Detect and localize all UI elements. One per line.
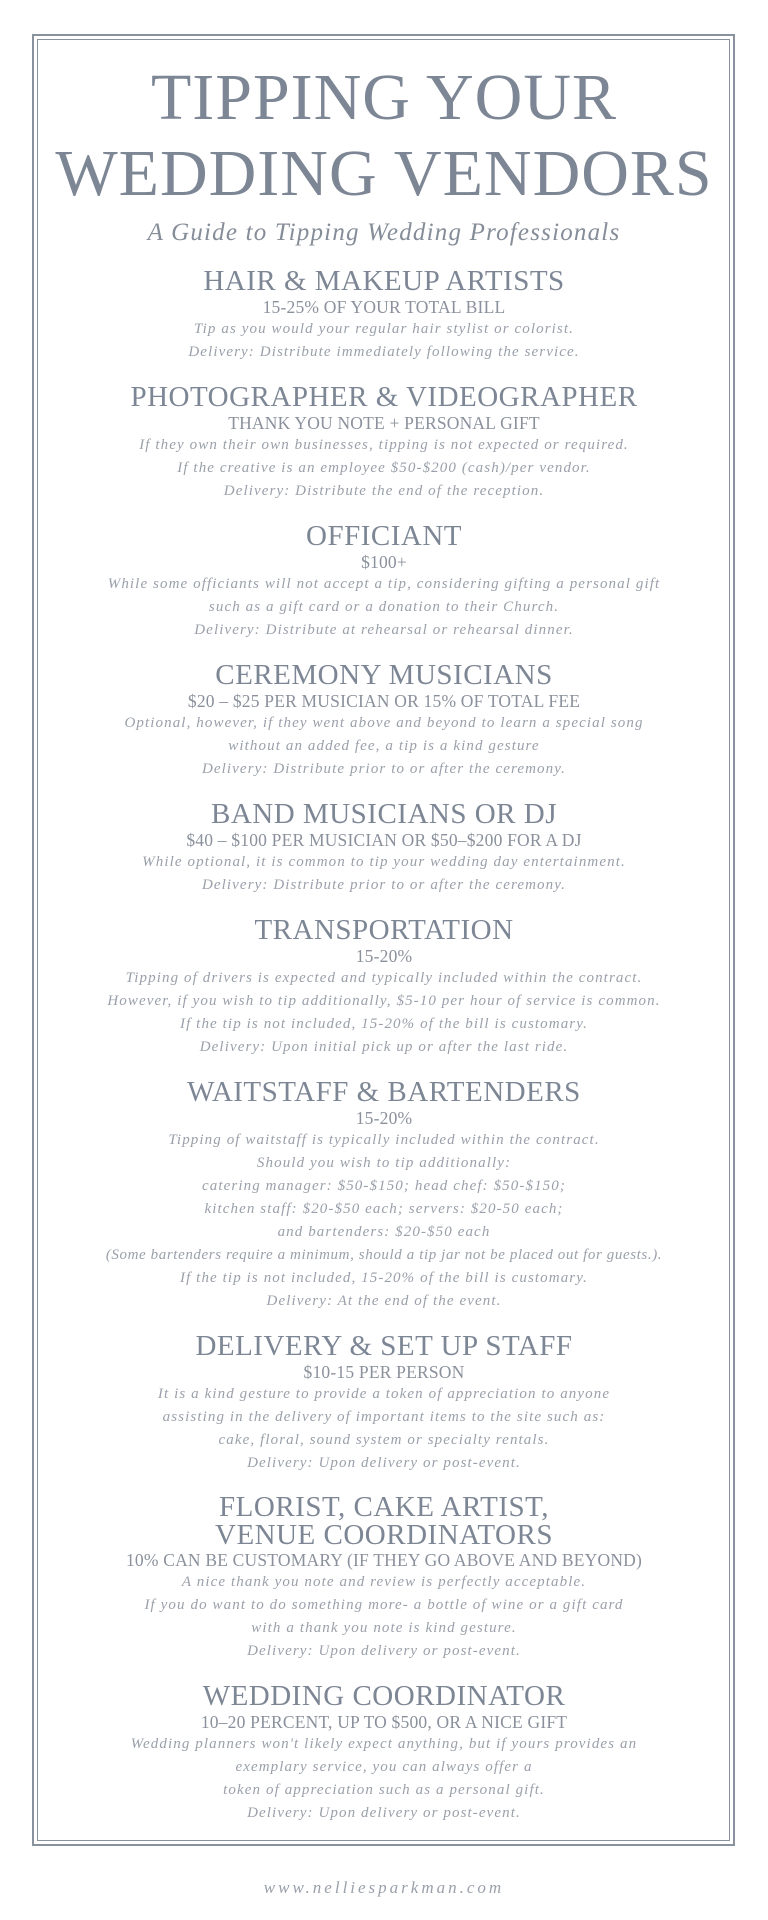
section-line: exemplary service, you can always offer a	[235, 1759, 533, 1775]
section-heading: HAIR & MAKEUP ARTISTS	[203, 265, 565, 297]
section-amount: 15-25% OF YOUR TOTAL BILL	[262, 297, 506, 317]
section-line: Delivery: Upon delivery or post-event.	[247, 1805, 521, 1821]
section-amount: THANK YOU NOTE + PERSONAL GIFT	[228, 413, 540, 433]
section-line: without an added fee, a tip is a kind gesture	[228, 738, 540, 754]
section-officiant	[40, 521, 728, 642]
section-line: If the creative is an employee $50-$200 (cash)/per vendor.	[177, 460, 591, 476]
section-heading: CEREMONY MUSICIANS	[215, 659, 553, 691]
section-heading: TRANSPORTATION	[254, 914, 514, 946]
section-line: It is a kind gesture to provide a token of appreciation to anyone	[157, 1386, 611, 1402]
section-line: such as a gift card or a donation to their Church.	[208, 599, 560, 615]
section-line: Delivery: Distribute prior to or after the ceremony.	[201, 877, 567, 893]
section-amount: $40 – $100 PER MUSICIAN OR $50–$200 FOR A DJ	[186, 830, 582, 850]
section-line: cake, floral, sound system or specialty rentals.	[218, 1432, 550, 1448]
section-amount: 15-20%	[355, 946, 413, 966]
section-line: Optional, however, if they went above and beyond to learn a special song	[124, 715, 644, 731]
section-line: catering manager: $50-$150; head chef: $50-$150;	[202, 1178, 566, 1194]
section-line: Delivery: Upon initial pick up or after the last ride.	[199, 1039, 569, 1055]
title-line-2: WEDDING VENDORS	[55, 137, 713, 210]
section-line: If the tip is not included, 15-20% of the bill is customary.	[179, 1016, 589, 1032]
section-heading: WAITSTAFF & BARTENDERS	[187, 1076, 581, 1108]
section-band-dj	[40, 799, 728, 897]
section-line: token of appreciation such as a personal gift.	[223, 1782, 545, 1798]
section-heading: DELIVERY & SET UP STAFF	[195, 1330, 573, 1362]
section-line: If you do want to do something more- a bottle of wine or a gift card	[144, 1597, 624, 1613]
guide-content	[40, 40, 728, 1825]
section-line: assisting in the delivery of important items to the site such as:	[162, 1409, 606, 1425]
section-amount: 10% CAN BE CUSTOMARY (IF THEY GO ABOVE AND BEYOND)	[125, 1550, 643, 1570]
page-title	[40, 60, 728, 212]
section-line: Delivery: At the end of the event.	[266, 1293, 502, 1309]
section-ceremony-musicians	[40, 660, 728, 781]
page-subtitle: A Guide to Tipping Wedding Professionals	[147, 219, 621, 246]
section-line: Tipping of drivers is expected and typically included within the contract.	[125, 970, 643, 986]
section-line: Delivery: Distribute immediately following the service.	[188, 344, 580, 360]
section-amount: $20 – $25 PER MUSICIAN OR 15% OF TOTAL FEE	[187, 691, 581, 711]
section-photographer-videographer	[40, 382, 728, 503]
section-amount: $100+	[361, 552, 407, 572]
section-wedding-coordinator	[40, 1681, 728, 1825]
title-line-1: TIPPING YOUR	[150, 61, 618, 134]
section-waitstaff-bartenders	[40, 1077, 728, 1313]
section-heading: BAND MUSICIANS OR DJ	[211, 798, 557, 830]
section-line: Delivery: Upon delivery or post-event.	[247, 1455, 521, 1471]
section-line: If they own their own businesses, tipping is not expected or required.	[139, 437, 629, 453]
section-line: If the tip is not included, 15-20% of the bill is customary.	[179, 1270, 589, 1286]
section-line: Delivery: Upon delivery or post-event.	[247, 1643, 521, 1659]
section-line: However, if you wish to tip additionally, $5-10 per hour of service is common.	[107, 993, 661, 1009]
section-florist-cake-venue	[40, 1493, 728, 1663]
section-heading: FLORIST, CAKE ARTIST,	[219, 1491, 549, 1523]
section-amount: 15-20%	[355, 1108, 413, 1128]
section-delivery-setup	[40, 1331, 728, 1475]
section-line: A nice thank you note and review is perfectly acceptable.	[181, 1574, 587, 1590]
section-line: Delivery: Distribute at rehearsal or rehearsal dinner.	[194, 622, 574, 638]
section-line: with a thank you note is kind gesture.	[251, 1620, 517, 1636]
section-line: Tip as you would your regular hair stylist or colorist.	[194, 321, 574, 337]
section-heading-line-2: VENUE COORDINATORS	[215, 1519, 553, 1551]
section-amount: $10-15 PER PERSON	[303, 1362, 465, 1382]
section-hair-makeup	[40, 266, 728, 364]
section-line: and bartenders: $20-$50 each	[277, 1224, 491, 1240]
section-heading: WEDDING COORDINATOR	[202, 1680, 566, 1712]
section-line: Delivery: Distribute prior to or after the ceremony.	[201, 761, 567, 777]
section-transportation	[40, 915, 728, 1059]
website-link[interactable]: www.nelliesparkman.com	[263, 1878, 505, 1897]
section-line: Tipping of waitstaff is typically included within the contract.	[168, 1132, 600, 1148]
section-line: Wedding planners won't likely expect anything, but if yours provides an	[130, 1736, 638, 1752]
section-heading: OFFICIANT	[306, 520, 462, 552]
section-line: While some officiants will not accept a tip, considering gifting a personal gift	[107, 576, 661, 592]
section-heading: PHOTOGRAPHER & VIDEOGRAPHER	[130, 381, 638, 413]
section-amount: 10–20 PERCENT, UP TO $500, OR A NICE GIFT	[200, 1712, 568, 1732]
section-line: Should you wish to tip additionally:	[256, 1155, 512, 1171]
section-line: kitchen staff: $20-$50 each; servers: $20-50 each;	[204, 1201, 564, 1217]
section-line: Delivery: Distribute the end of the reception.	[223, 483, 545, 499]
section-line: (Some bartenders require a minimum, should a tip jar not be placed out for guests.).	[105, 1247, 663, 1263]
section-line: While optional, it is common to tip your wedding day entertainment.	[142, 854, 626, 870]
